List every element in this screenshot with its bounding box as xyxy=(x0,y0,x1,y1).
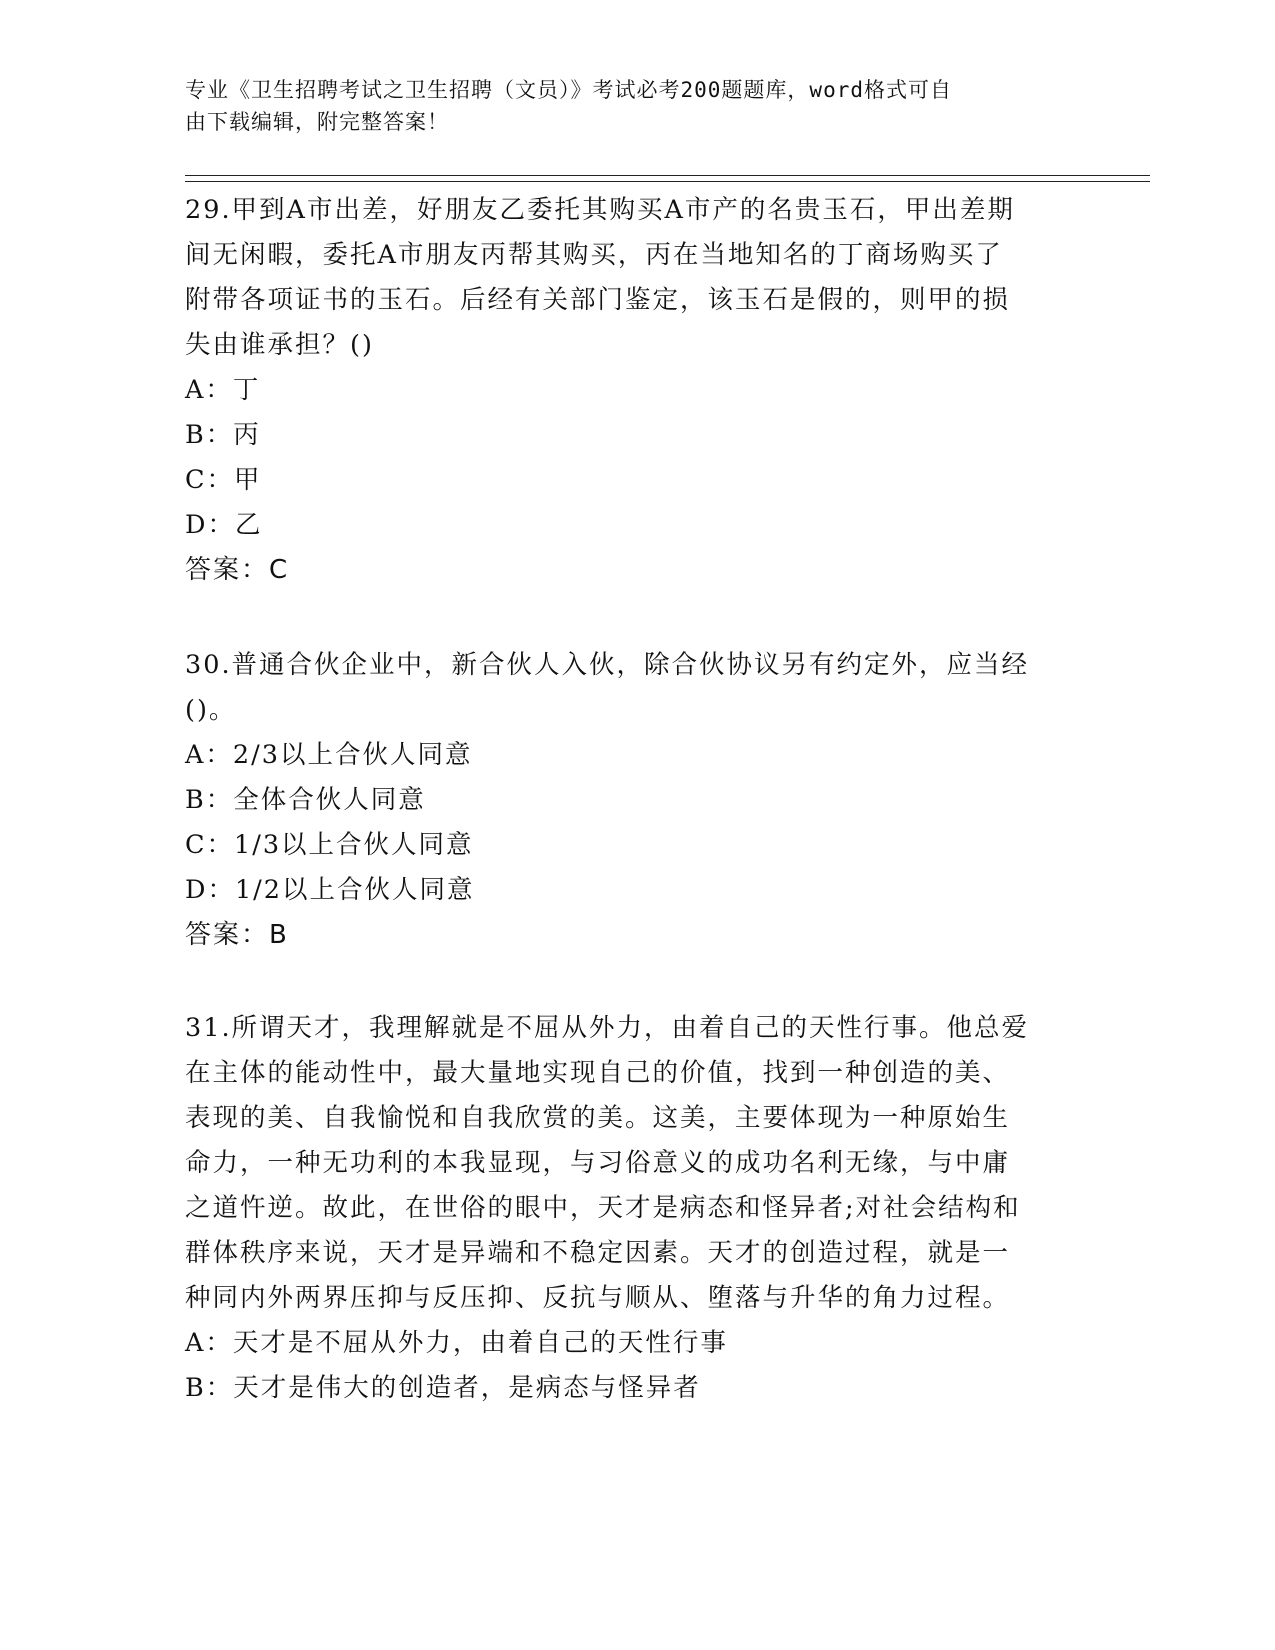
question-stem-line: 29.甲到A市出差，好朋友乙委托其购买A市产的名贵玉石，甲出差期 xyxy=(185,195,1015,225)
question-stem-line: 31.所谓天才，我理解就是不屈从外力，由着自己的天性行事。他总爱 xyxy=(185,1013,1030,1043)
question-stem-line: 命力，一种无功利的本我显现，与习俗意义的成功名利无缘，与中庸 xyxy=(185,1148,1011,1178)
question-30 xyxy=(185,643,1085,958)
question-stem-line: 30.普通合伙企业中，新合伙人入伙，除合伙协议另有约定外，应当经 xyxy=(185,650,1030,680)
question-stem-line: 种同内外两界压抑与反压抑、反抗与顺从、堕落与升华的角力过程。 xyxy=(185,1283,1011,1313)
header-divider-bottom xyxy=(185,181,1150,182)
question-stem-line: 失由谁承担？() xyxy=(185,330,374,360)
option-a: A：2/3以上合伙人同意 xyxy=(185,740,473,770)
question-stem-line: 表现的美、自我愉悦和自我欣赏的美。这美，主要体现为一种原始生 xyxy=(185,1103,1011,1133)
header-line: 专业《卫生招聘考试之卫生招聘（文员）》考试必考200题题库，word格式可自 xyxy=(185,78,952,102)
document-header xyxy=(185,74,1065,138)
header-line: 由下载编辑，附完整答案！ xyxy=(185,110,449,134)
question-stem-line: ()。 xyxy=(185,695,237,725)
question-stem-line: 群体秩序来说，天才是异端和不稳定因素。天才的创造过程，就是一 xyxy=(185,1238,1011,1268)
question-29 xyxy=(185,188,1085,593)
answer-label: 答案：C xyxy=(185,555,290,585)
question-stem-line: 在主体的能动性中，最大量地实现自己的价值，找到一种创造的美、 xyxy=(185,1058,1011,1088)
question-stem-line: 附带各项证书的玉石。后经有关部门鉴定，该玉石是假的，则甲的损 xyxy=(185,285,1011,315)
option-c: C：甲 xyxy=(185,465,262,495)
option-b: B：全体合伙人同意 xyxy=(185,785,426,815)
question-stem-line: 间无闲暇，委托A市朋友丙帮其购买，丙在当地知名的丁商场购买了 xyxy=(185,240,1003,270)
option-c: C：1/3以上合伙人同意 xyxy=(185,830,474,860)
option-a: A：天才是不屈从外力，由着自己的天性行事 xyxy=(185,1328,728,1358)
option-b: B：天才是伟大的创造者，是病态与怪异者 xyxy=(185,1373,701,1403)
question-stem-line: 之道忤逆。故此，在世俗的眼中，天才是病态和怪异者;对社会结构和 xyxy=(185,1193,1021,1223)
option-d: D：乙 xyxy=(185,510,263,540)
answer-label: 答案：B xyxy=(185,920,289,950)
header-divider-top xyxy=(185,175,1150,176)
option-a: A：丁 xyxy=(185,375,261,405)
option-b: B：丙 xyxy=(185,420,261,450)
question-31 xyxy=(185,1006,1085,1411)
option-d: D：1/2以上合伙人同意 xyxy=(185,875,475,905)
